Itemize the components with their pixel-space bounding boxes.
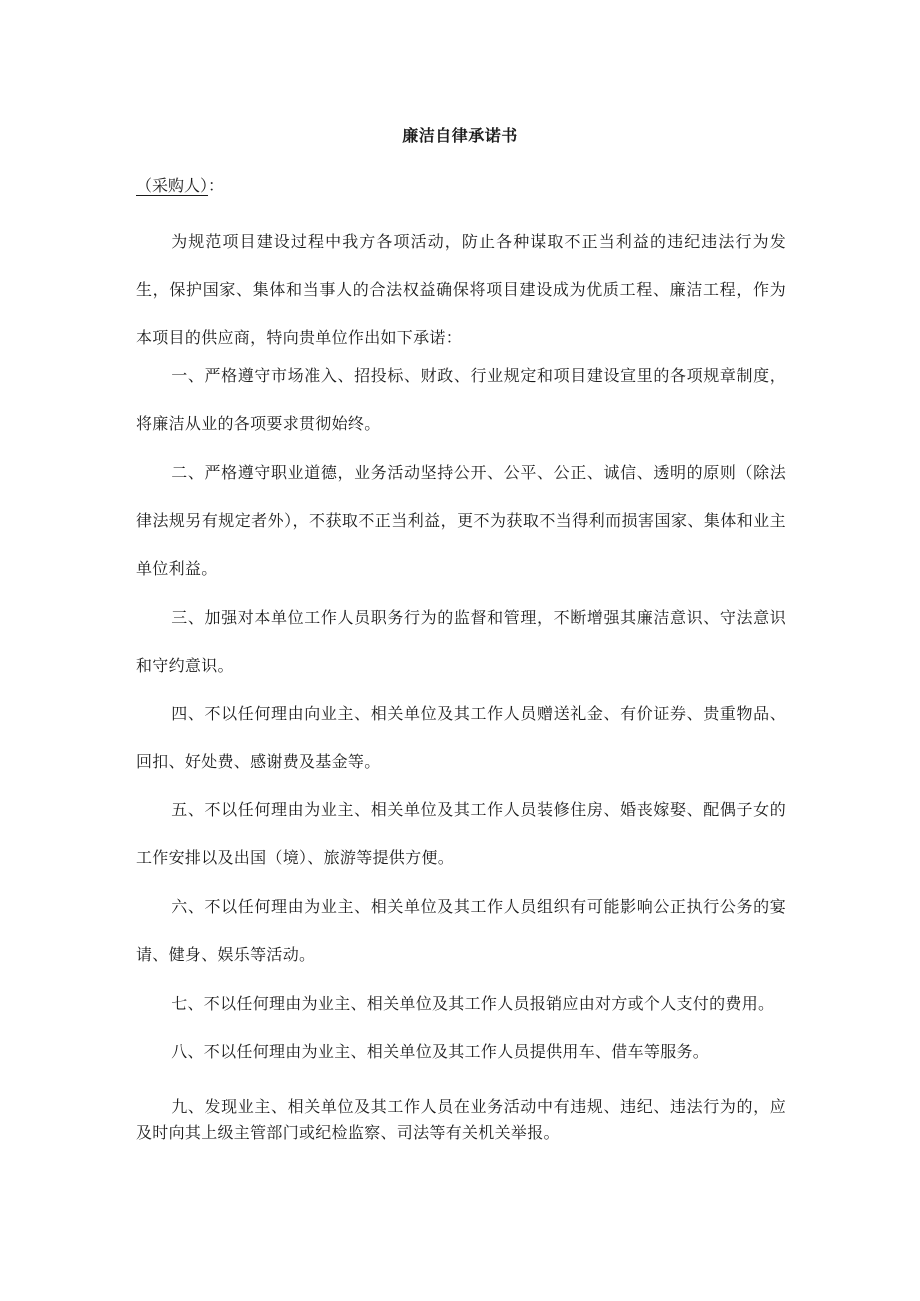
commitment-7: 七、不以任何理由为业主、相关单位及其工作人员报销应由对方或个人支付的费用。 bbox=[171, 994, 775, 1013]
commitment-8: 八、不以任何理由为业主、相关单位及其工作人员提供用车、借车等服务。 bbox=[171, 1042, 710, 1061]
commitment-2: 二、严格遵守职业道德，业务活动坚持公开、公平、公正、诚信、透明的原则（除法律法规另有规定者外），不获取不正当利益，更不为获取不当得利而损害国家、集体和业主单位利益。 bbox=[136, 463, 786, 578]
addressee-name: （采购人） bbox=[136, 176, 209, 195]
commitment-9: 九、发现业主、相关单位及其工作人员在业务活动中有违规、违纪、违法行为的，应及时向其上级主管部门或纪检监察、司法等有关机关举报。 bbox=[136, 1097, 786, 1142]
intro-paragraph: 为规范项目建设过程中我方各项活动，防止各种谋取不正当利益的违纪违法行为发生，保护国家、集体和当事人的合法权益确保将项目建设成为优质工程、廉洁工程，作为本项目的供应商，特向贵单位作出如下承诺： bbox=[136, 232, 786, 347]
commitment-1: 一、严格遵守市场准入、招投标、财政、行业规定和项目建设宣里的各项规章制度，将廉洁从业的各项要求贯彻始终。 bbox=[136, 366, 786, 433]
commitment-5: 五、不以任何理由为业主、相关单位及其工作人员装修住房、婚丧嫁娶、配偶子女的工作安排以及出国（境）、旅游等提供方便。 bbox=[136, 800, 786, 867]
addressee-colon: ： bbox=[208, 176, 225, 195]
commitment-3: 三、加强对本单位工作人员职务行为的监督和管理，不断增强其廉洁意识、守法意识和守约意识。 bbox=[136, 608, 786, 675]
document-title: 廉洁自律承诺书 bbox=[402, 126, 518, 145]
commitment-4: 四、不以任何理由向业主、相关单位及其工作人员赠送礼金、有价证券、贵重物品、回扣、好处费、感谢费及基金等。 bbox=[136, 704, 786, 771]
commitment-6: 六、不以任何理由为业主、相关单位及其工作人员组织有可能影响公正执行公务的宴请、健身、娱乐等活动。 bbox=[136, 897, 786, 964]
addressee-line bbox=[136, 174, 224, 198]
